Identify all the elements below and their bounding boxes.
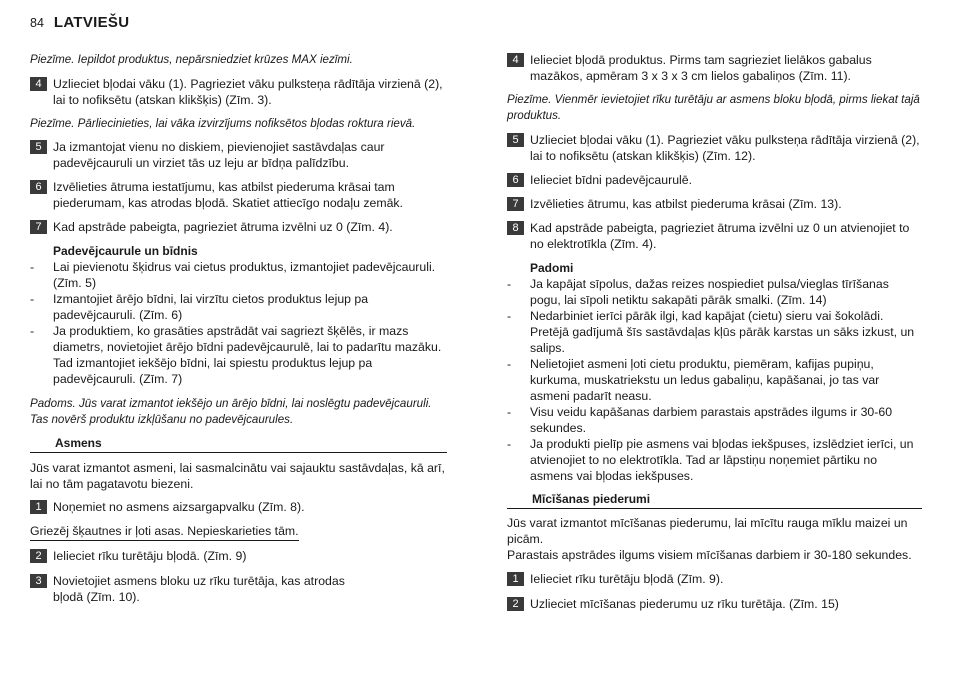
dash-bullet: - [30,292,35,306]
step-text: Uzlieciet bļodai vāku (1). Pagrieziet vāku pulksteņa rādītāja virzienā (2), lai to nofiksētu (atskan klikšķis) (Zīm. 3). [53,77,443,107]
step-text: Kad apstrāde pabeigta, pagrieziet ātruma izvēlni uz 0 un atvienojiet to no elektrotīkla (Zīm. 4). [530,221,910,251]
step-number: 4 [30,77,47,91]
step-5 [507,132,922,164]
step-number: 4 [507,53,524,67]
step-number: 5 [507,133,524,147]
step-number: 6 [507,173,524,187]
kneading-step-1 [507,571,922,587]
step-number: 1 [507,572,524,586]
kneading-time: Parastais apstrādes ilgums visiem mīcīšanas darbiem ir 30-180 sekundes. [507,548,912,562]
tip-text: Ja produkti pielīp pie asmens vai bļodas iekšpuses, izslēdziet ierīci, un atvienojiet to no elektrotīkla. Tad ar lāpstiņu noņemiet pārtiku no asmens vai bļodas iekšpuses. [530,437,914,483]
step-number: 2 [30,549,47,563]
dash-bullet: - [30,260,35,274]
step-text: Ielieciet rīku turētāju bļodā. (Zīm. 9) [53,549,247,563]
tip-item [507,356,922,404]
step-text: Ielieciet bīdni padevējcaurulē. [530,173,693,187]
tip-text: Nedarbiniet ierīci pārāk ilgi, kad kapājat (cietu) sieru vai šokolādi. Pretējā gadījumā šīs sastāvdaļas kļūs pārāk karstas un sāks izkust, un salips. [530,309,915,355]
page-number: 84 [30,16,44,30]
step-7 [30,219,447,235]
subheading-feed-tube: Padevējcaurule un bīdnis [53,244,198,258]
step-number: 8 [507,221,524,235]
blade-step-2 [30,548,447,564]
blade-intro: Jūs varat izmantot asmeni, lai sasmalcinātu vai sajauktu sastāvdaļas, kā arī, lai no tām pagatavotu biezeni. [30,461,445,491]
step-text: Kad apstrāde pabeigta, pagrieziet ātruma izvēlni uz 0 (Zīm. 4). [53,220,393,234]
section-heading-kneading: Mīcīšanas piederumi [507,491,922,509]
note-lid-lug: Piezīme. Pārliecinieties, lai vāka izvirzījums nofiksētos bļodas roktura rievā. [30,117,416,130]
step-7 [507,196,922,212]
step-number: 1 [30,500,47,514]
step-6 [30,179,447,211]
step-8 [507,220,922,252]
tip-item [30,291,447,323]
step-6 [507,172,922,188]
tip-item [507,436,922,484]
tip-text: Visu veidu kapāšanas darbiem parastais apstrādes ilgums ir 30-60 sekundes. [530,405,893,435]
step-number: 7 [30,220,47,234]
kneading-intro: Jūs varat izmantot mīcīšanas piederumu, lai mīcītu rauga mīklu maizei un picām. [507,516,908,546]
page-header [30,15,129,31]
tip-item [30,323,447,387]
step-text: Uzlieciet mīcīšanas piederumu uz rīku turētāja. (Zīm. 15) [530,597,839,611]
tip-item [507,308,922,356]
note-pusher: Padoms. Jūs varat izmantot iekšējo un ārējo bīdni, lai noslēgtu padevējcauruli. Tas novērš produktu izkļūšanu no padevējcaurules. [30,397,432,426]
tip-text: Lai pievienotu šķidrus vai cietus produktus, izmantojiet padevējcauruli. (Zīm. 5) [53,260,436,290]
step-text: Ielieciet bļodā produktus. Pirms tam sagrieziet lielākos gabalus mazākos, apmēram 3 x 3 x 3 cm lielos gabaliņos (Zīm. 11). [530,53,872,83]
step-text: Novietojiet asmens bloku uz rīku turētāja, kas atrodas bļodā (Zīm. 10). [53,574,345,604]
tip-item [507,276,922,308]
tip-text: Izmantojiet ārējo bīdni, lai virzītu cietos produktus lejup pa padevējcauruli. (Zīm. 6) [53,292,369,322]
tip-text: Ja produktiem, ko grasāties apstrādāt vai sagriezt šķēlēs, ir mazs diametrs, novietojiet ārējo bīdni padevējcaurulē, lai to padarītu mazāku. Tad izmantojiet iekšējo bīdni, lai spiestu produktus lejup pa padevējcauruli. (Zīm. 7) [53,324,442,386]
step-text: Izvēlieties ātrumu, kas atbilst piederuma krāsai (Zīm. 13). [530,197,842,211]
tip-item [30,259,447,291]
dash-bullet: - [507,405,512,419]
step-number: 2 [507,597,524,611]
dash-bullet: - [30,324,35,338]
tip-text: Nelietojiet asmeni ļoti cietu produktu, piemēram, kafijas pupiņu, kurkuma, muskatriekstu un ledus gabaliņu, kapāšanai, jo tas var asmeni padarīt neasu. [530,357,880,403]
note-max-mark: Piezīme. Iepildot produktus, nepārsniedziet krūzes MAX iezīmi. [30,53,353,66]
step-4 [507,52,922,84]
step-5 [30,139,447,171]
step-text: Noņemiet no asmens aizsargapvalku (Zīm. 8). [53,500,305,514]
blade-step-3 [30,573,447,605]
warning-sharp-blades [30,523,447,539]
step-4 [30,76,447,108]
step-text: Ja izmantojat vienu no diskiem, pievienojiet sastāvdaļas caur padevējcauruli un virziet tās uz leju ar bīdņa palīdzību. [53,140,385,170]
step-number: 6 [30,180,47,194]
dash-bullet: - [507,357,512,371]
section-heading-blade: Asmens [30,435,447,453]
tip-item [507,404,922,436]
note-tool-holder: Piezīme. Vienmēr ievietojiet rīku turētāju ar asmens bloku bļodā, pirms liekat tajā produktus. [507,93,920,122]
warning-text: Griezēj šķautnes ir ļoti asas. Nepieskarieties tām. [30,524,299,541]
step-text: Ielieciet rīku turētāju bļodā (Zīm. 9). [530,572,724,586]
step-text: Uzlieciet bļodai vāku (1). Pagrieziet vāku pulksteņa rādītāja virzienā (2), lai to nofiksētu (atskan klikšķis) (Zīm. 12). [530,133,920,163]
blade-step-1 [30,499,447,515]
step-text: Izvēlieties ātruma iestatījumu, kas atbilst piederuma krāsai tam piederumam, kas atrodas bļodā. Skatiet attiecīgo nodaļu zemāk. [53,180,403,210]
dash-bullet: - [507,277,512,291]
step-number: 5 [30,140,47,154]
subheading-tips: Padomi [530,261,574,275]
kneading-step-2 [507,596,922,612]
dash-bullet: - [507,309,512,323]
step-number: 3 [30,574,47,588]
dash-bullet: - [507,437,512,451]
step-number: 7 [507,197,524,211]
tip-text: Ja kapājat sīpolus, dažas reizes nospiediet pulsa/vieglas tīrīšanas pogu, lai sīpoli netiktu sakapāti pārāk smalki. (Zīm. 14) [530,277,889,307]
page-title: LATVIEŠU [53,14,130,31]
